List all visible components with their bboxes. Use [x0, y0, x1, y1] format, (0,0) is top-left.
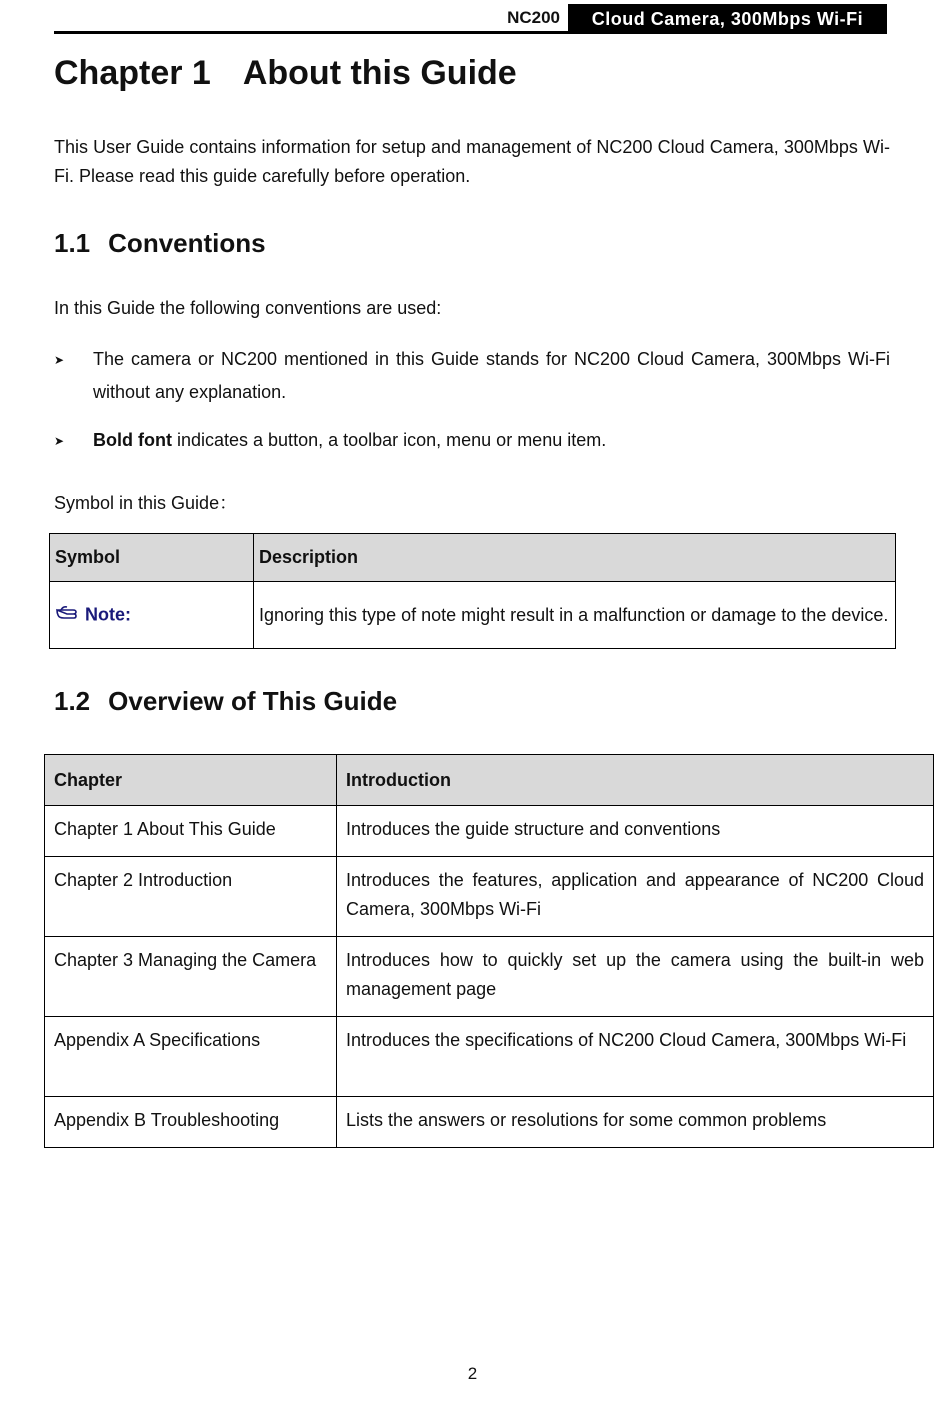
note-label: Note: — [85, 603, 131, 624]
note-description: Ignoring this type of note might result in a malfunction or damage to the device. — [254, 582, 896, 649]
chapter-cell: Chapter 1 About This Guide — [45, 806, 337, 857]
table-row — [45, 1017, 934, 1097]
col-symbol-header: Symbol — [50, 534, 254, 582]
symbol-table — [49, 533, 896, 649]
chapter-title: About this Guide — [242, 54, 517, 92]
introduction-cell: Introduces how to quickly set up the camera using the built-in web management page — [337, 937, 934, 1017]
chapter-heading — [54, 54, 517, 93]
pointing-hand-icon — [55, 604, 83, 627]
col-description-header: Description — [254, 534, 896, 582]
table-row — [50, 582, 896, 649]
section-title: Conventions — [108, 228, 266, 258]
overview-table — [44, 754, 934, 1148]
col-introduction-header: Introduction — [337, 755, 934, 806]
page-number: 2 — [467, 1364, 478, 1383]
chapter-cell: Appendix B Troubleshooting — [45, 1097, 337, 1148]
note-symbol-cell — [50, 582, 254, 649]
introduction-cell: Introduces the specifications of NC200 Cloud Camera, 300Mbps Wi-Fi — [337, 1017, 934, 1097]
chapter-cell: Appendix A Specifications — [45, 1017, 337, 1097]
introduction-cell: Lists the answers or resolutions for some common problems — [337, 1097, 934, 1148]
header-rule — [54, 31, 887, 34]
table-row — [45, 1097, 934, 1148]
chapter-cell: Chapter 3 Managing the Camera — [45, 937, 337, 1017]
header-model: NC200 — [507, 8, 560, 27]
section-number: 1.1 — [54, 228, 91, 258]
conventions-intro: In this Guide the following conventions are used: — [54, 298, 442, 318]
col-chapter-header: Chapter — [45, 755, 337, 806]
section-overview-heading — [54, 686, 397, 717]
introduction-cell: Introduces the features, application and appearance of NC200 Cloud Camera, 300Mbps Wi-Fi — [337, 857, 934, 937]
bold-font-example: Bold font — [93, 430, 172, 450]
section-title: Overview of This Guide — [108, 686, 398, 716]
table-row — [45, 937, 934, 1017]
table-row — [45, 806, 934, 857]
header-product: Cloud Camera, 300Mbps Wi-Fi — [568, 4, 887, 34]
arrow-bullet-icon: ➤ — [54, 434, 65, 448]
introduction-cell: Introduces the guide structure and conventions — [337, 806, 934, 857]
symbol-intro: Symbol in this Guide： — [54, 493, 238, 513]
list-item — [54, 424, 890, 458]
bullet-text: The camera or NC200 mentioned in this Guide stands for NC200 Cloud Camera, 300Mbps Wi-Fi without any explanation. — [93, 349, 890, 402]
list-item — [54, 343, 890, 409]
arrow-bullet-icon: ➤ — [54, 353, 65, 367]
chapter-number: Chapter 1 — [54, 54, 211, 92]
table-header-row — [45, 755, 934, 806]
table-row — [45, 857, 934, 937]
chapter-cell: Chapter 2 Introduction — [45, 857, 337, 937]
section-conventions-heading — [54, 228, 266, 259]
bullet-text-rest: indicates a button, a toolbar icon, menu or menu item. — [171, 430, 607, 450]
section-number: 1.2 — [54, 686, 91, 716]
table-header-row — [50, 534, 896, 582]
bullet-text — [93, 424, 890, 458]
chapter-intro: This User Guide contains information for setup and management of NC200 Cloud Camera, 300Mbps Wi-Fi. Please read this guide carefully before operation. — [54, 137, 890, 186]
